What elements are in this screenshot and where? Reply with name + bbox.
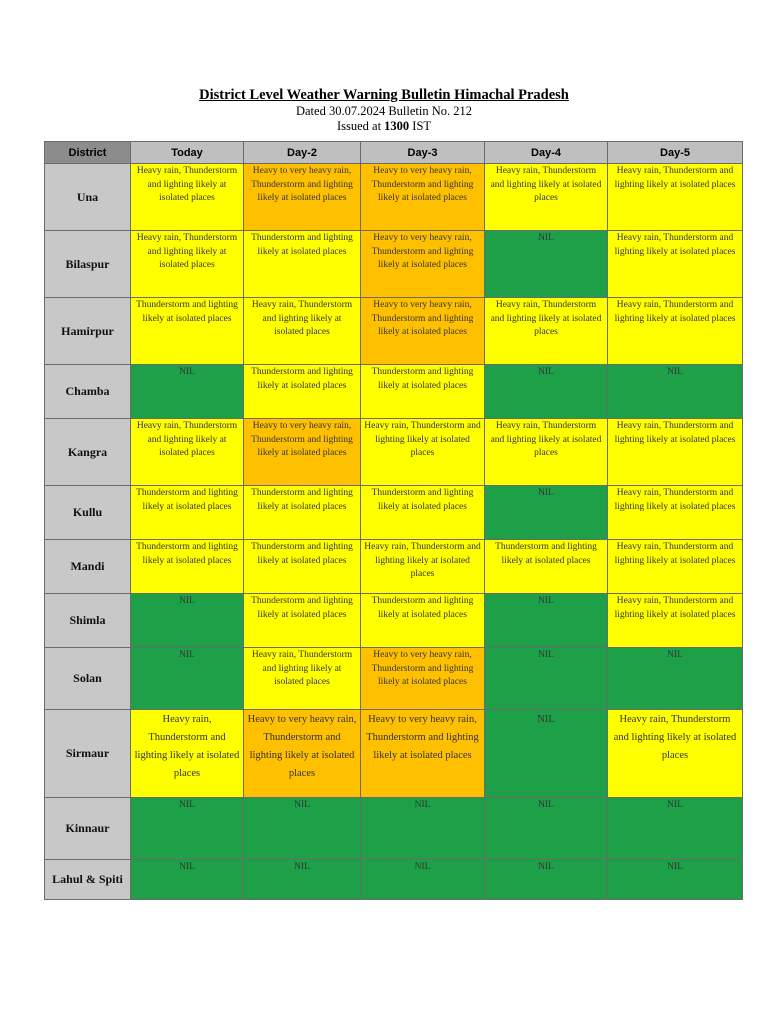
warning-cell: Heavy rain, Thunderstorm and lighting likely at isolated places [485, 298, 608, 365]
district-name: Sirmaur [45, 710, 131, 798]
table-row [45, 298, 743, 365]
warning-cell: NIL [608, 860, 743, 900]
district-name: Lahul & Spiti [45, 860, 131, 900]
column-header-day-5: Day-5 [608, 142, 743, 164]
warning-cell: Heavy rain, Thunderstorm and lighting likely at isolated places [361, 419, 485, 486]
bulletin-date-number: Dated 30.07.2024 Bulletin No. 212 [295, 104, 473, 118]
table-body [45, 164, 743, 900]
table-row [45, 419, 743, 486]
warning-cell: NIL [485, 231, 608, 298]
column-header-day-2: Day-2 [244, 142, 361, 164]
warning-cell: NIL [485, 860, 608, 900]
warning-cell: Heavy to very heavy rain, Thunderstorm and lighting likely at isolated places [244, 419, 361, 486]
warning-cell: Thunderstorm and lighting likely at isolated places [131, 298, 244, 365]
column-header-day-4: Day-4 [485, 142, 608, 164]
warning-table [44, 141, 743, 900]
warning-cell: Thunderstorm and lighting likely at isolated places [244, 540, 361, 594]
district-name: Solan [45, 648, 131, 710]
warning-cell: Heavy to very heavy rain, Thunderstorm and lighting likely at isolated places [361, 164, 485, 231]
warning-cell: Thunderstorm and lighting likely at isolated places [244, 486, 361, 540]
warning-cell: Heavy rain, Thunderstorm and lighting likely at isolated places [485, 164, 608, 231]
warning-cell: Heavy rain, Thunderstorm and lighting likely at isolated places [131, 419, 244, 486]
warning-cell: NIL [361, 798, 485, 860]
issued-time: Issued at 1300 IST [336, 119, 432, 133]
bulletin-title: District Level Weather Warning Bulletin Himachal Pradesh [199, 87, 569, 103]
warning-cell: NIL [131, 365, 244, 419]
table-row [45, 648, 743, 710]
warning-cell: Heavy rain, Thunderstorm and lighting likely at isolated places [131, 231, 244, 298]
warning-cell: NIL [131, 594, 244, 648]
warning-cell: NIL [485, 486, 608, 540]
warning-cell: Heavy rain, Thunderstorm and lighting likely at isolated places [608, 710, 743, 798]
table-row [45, 486, 743, 540]
table-row [45, 365, 743, 419]
district-name: Bilaspur [45, 231, 131, 298]
bulletin-header [0, 86, 768, 134]
warning-cell: Heavy to very heavy rain, Thunderstorm and lighting likely at isolated places [361, 298, 485, 365]
warning-cell: Heavy rain, Thunderstorm and lighting likely at isolated places [608, 594, 743, 648]
warning-cell: Heavy rain, Thunderstorm and lighting likely at isolated places [244, 648, 361, 710]
warning-cell: Thunderstorm and lighting likely at isolated places [361, 594, 485, 648]
warning-cell: Heavy rain, Thunderstorm and lighting likely at isolated places [244, 298, 361, 365]
warning-cell: Thunderstorm and lighting likely at isolated places [361, 486, 485, 540]
district-name: Shimla [45, 594, 131, 648]
table-row [45, 860, 743, 900]
warning-cell: Thunderstorm and lighting likely at isolated places [244, 365, 361, 419]
warning-cell: Heavy to very heavy rain, Thunderstorm and lighting likely at isolated places [361, 648, 485, 710]
warning-cell: Thunderstorm and lighting likely at isolated places [361, 365, 485, 419]
warning-cell: Heavy rain, Thunderstorm and lighting likely at isolated places [608, 419, 743, 486]
warning-cell: Heavy to very heavy rain, Thunderstorm and lighting likely at isolated places [361, 710, 485, 798]
table-header-row [45, 142, 743, 164]
table-row [45, 798, 743, 860]
table-row [45, 231, 743, 298]
warning-cell: Thunderstorm and lighting likely at isolated places [131, 486, 244, 540]
district-name: Kullu [45, 486, 131, 540]
warning-cell: NIL [244, 860, 361, 900]
warning-cell: NIL [244, 798, 361, 860]
warning-cell: NIL [485, 710, 608, 798]
warning-cell: Heavy rain, Thunderstorm and lighting likely at isolated places [608, 486, 743, 540]
warning-cell: NIL [608, 365, 743, 419]
district-name: Mandi [45, 540, 131, 594]
warning-cell: Heavy to very heavy rain, Thunderstorm and lighting likely at isolated places [244, 710, 361, 798]
warning-cell: Heavy rain, Thunderstorm and lighting likely at isolated places [485, 419, 608, 486]
district-name: Una [45, 164, 131, 231]
column-header-day-3: Day-3 [361, 142, 485, 164]
warning-cell: NIL [608, 798, 743, 860]
warning-cell: Heavy rain, Thunderstorm and lighting likely at isolated places [608, 231, 743, 298]
warning-cell: Heavy to very heavy rain, Thunderstorm and lighting likely at isolated places [244, 164, 361, 231]
warning-cell: Thunderstorm and lighting likely at isolated places [485, 540, 608, 594]
warning-cell: Thunderstorm and lighting likely at isolated places [244, 594, 361, 648]
warning-cell: NIL [131, 860, 244, 900]
warning-cell: NIL [131, 648, 244, 710]
warning-cell: Heavy to very heavy rain, Thunderstorm and lighting likely at isolated places [361, 231, 485, 298]
warning-cell: NIL [361, 860, 485, 900]
district-name: Kangra [45, 419, 131, 486]
warning-cell: NIL [608, 648, 743, 710]
table-row [45, 164, 743, 231]
warning-cell: Heavy rain, Thunderstorm and lighting likely at isolated places [608, 540, 743, 594]
warning-cell: NIL [485, 594, 608, 648]
warning-cell: NIL [485, 365, 608, 419]
warning-cell: Heavy rain, Thunderstorm and lighting likely at isolated places [361, 540, 485, 594]
warning-cell: Heavy rain, Thunderstorm and lighting likely at isolated places [608, 298, 743, 365]
table-row [45, 594, 743, 648]
warning-cell: Thunderstorm and lighting likely at isolated places [131, 540, 244, 594]
table-row [45, 710, 743, 798]
warning-cell: NIL [485, 648, 608, 710]
warning-cell: NIL [485, 798, 608, 860]
column-header-district: District [45, 142, 131, 164]
warning-cell: Heavy rain, Thunderstorm and lighting likely at isolated places [131, 710, 244, 798]
column-header-today: Today [131, 142, 244, 164]
district-name: Chamba [45, 365, 131, 419]
warning-cell: Heavy rain, Thunderstorm and lighting likely at isolated places [608, 164, 743, 231]
district-name: Hamirpur [45, 298, 131, 365]
district-name: Kinnaur [45, 798, 131, 860]
warning-cell: NIL [131, 798, 244, 860]
warning-cell: Heavy rain, Thunderstorm and lighting likely at isolated places [131, 164, 244, 231]
warning-cell: Thunderstorm and lighting likely at isolated places [244, 231, 361, 298]
table-row [45, 540, 743, 594]
